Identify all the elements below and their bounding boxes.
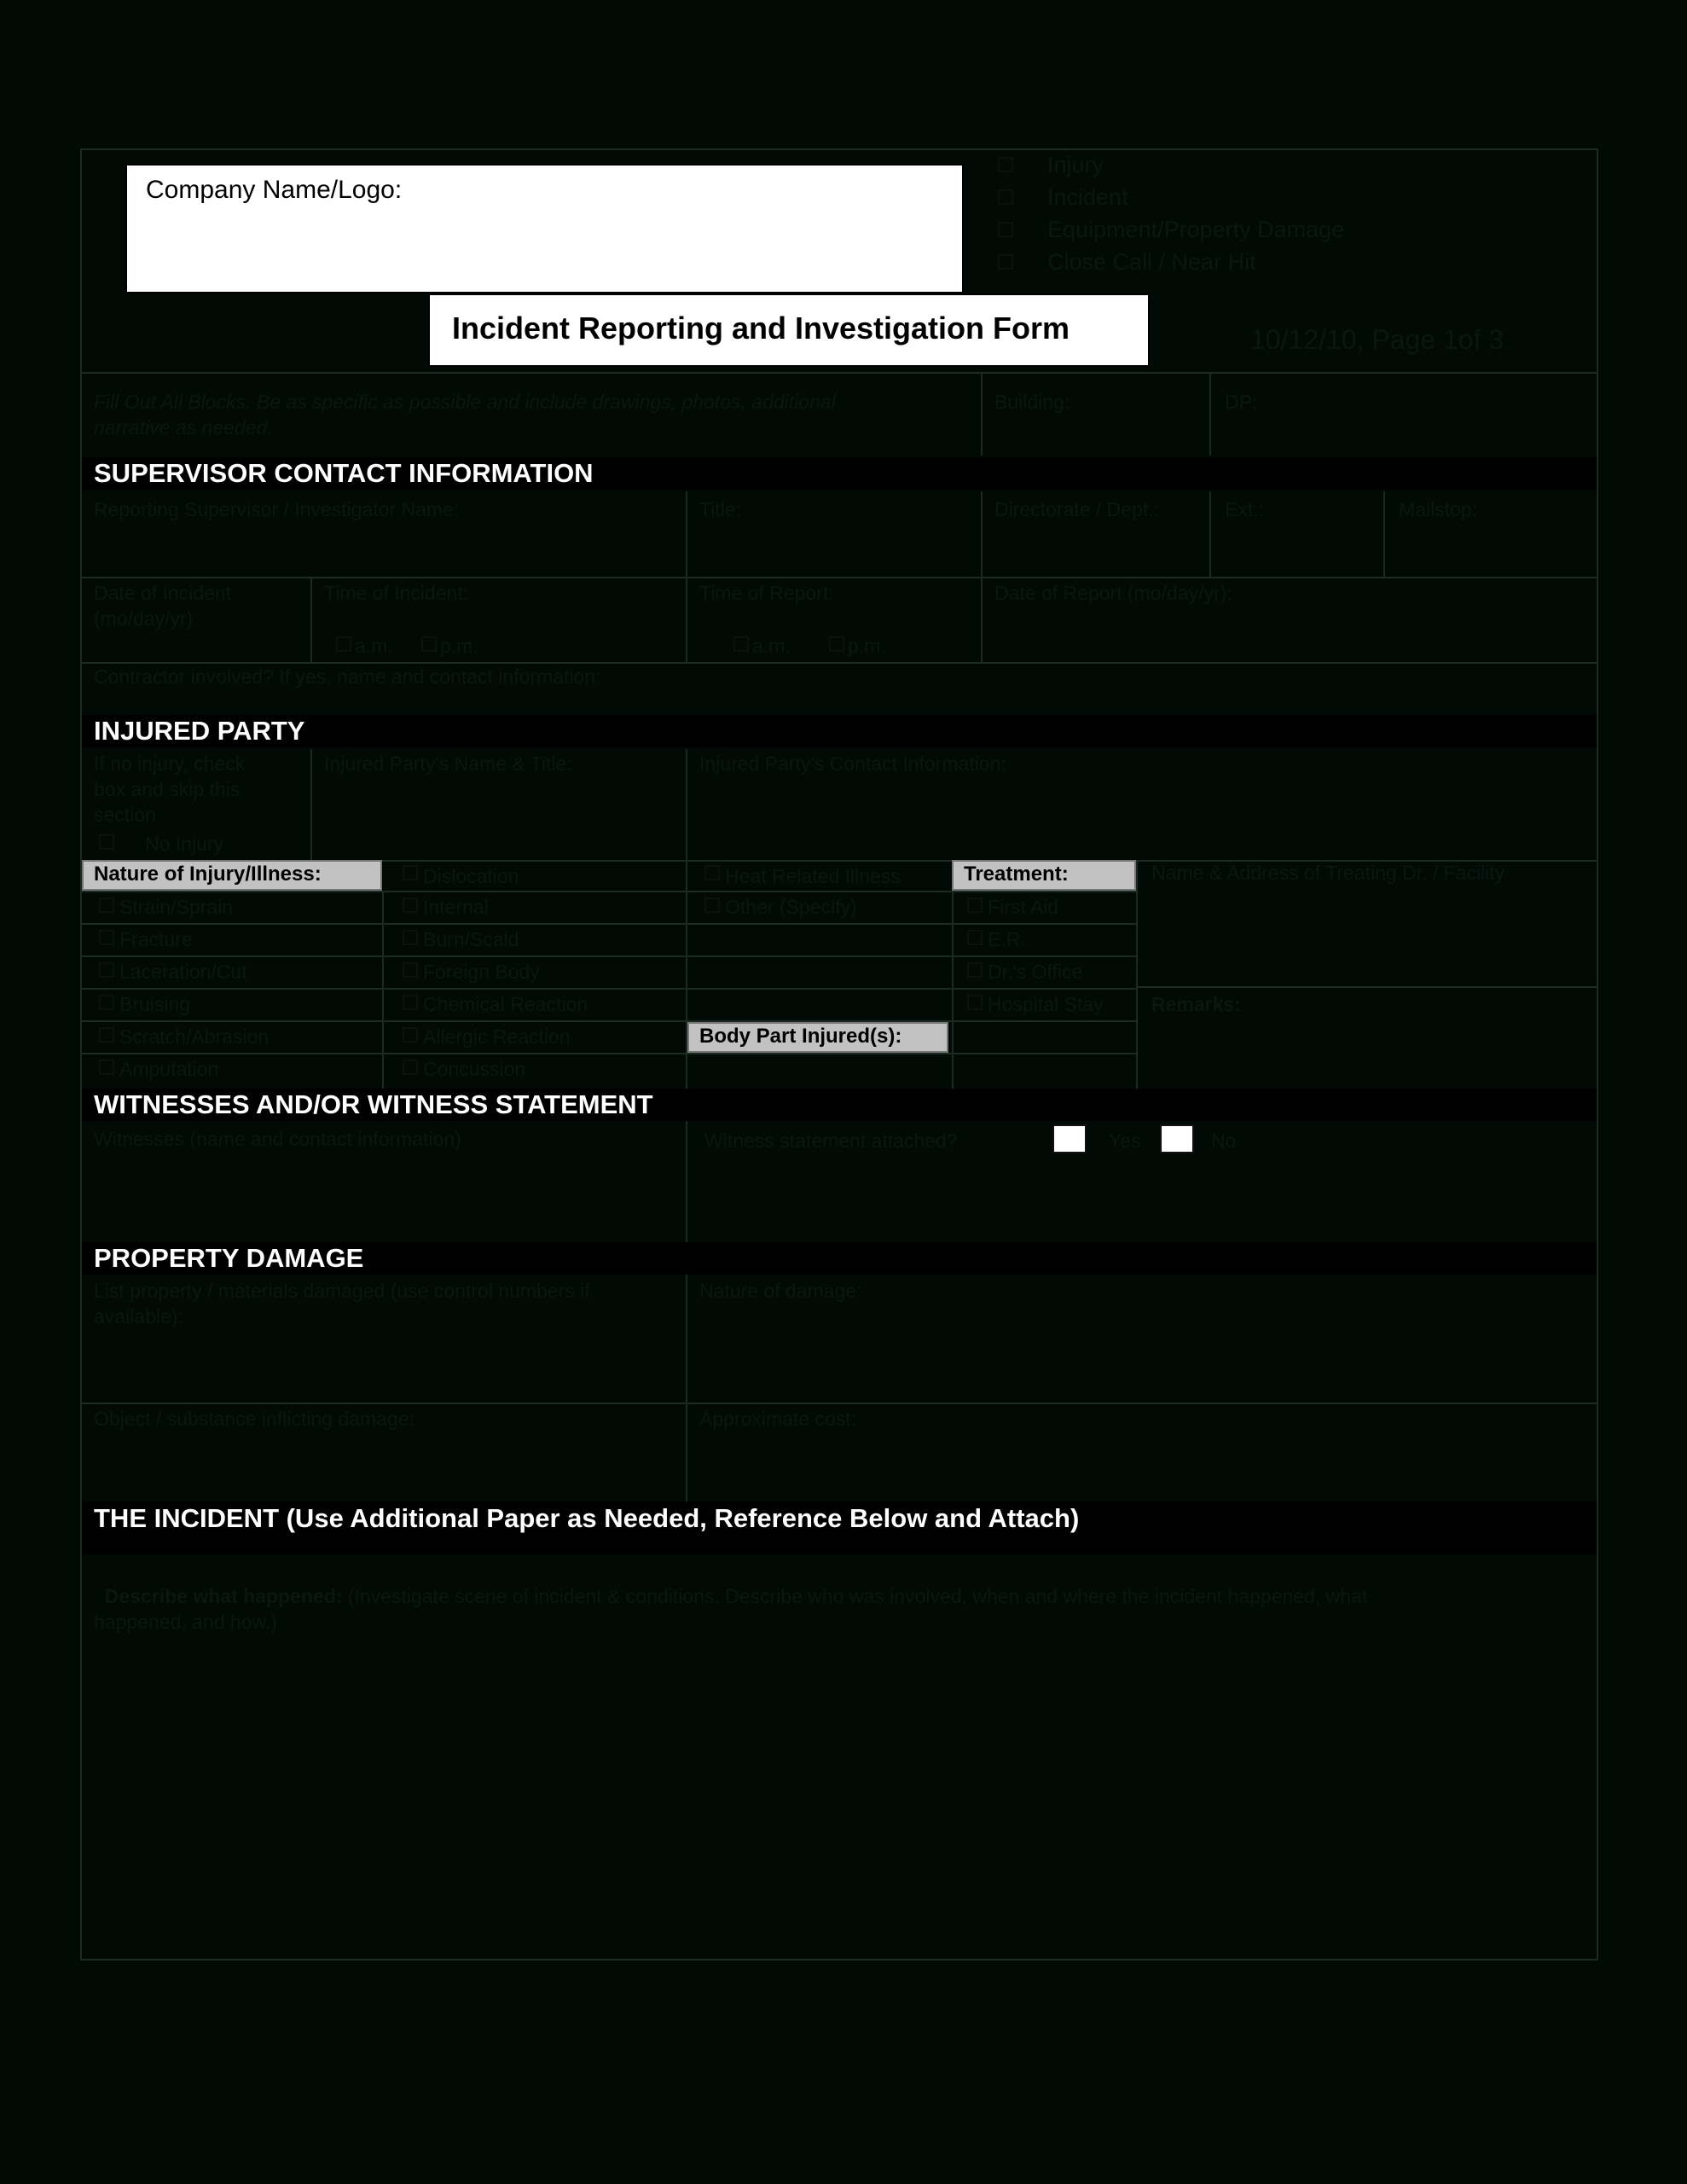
- nature-option: Amputation: [119, 1058, 219, 1080]
- time-report-label: Time of Report:: [699, 582, 834, 604]
- nature-option: Bruising: [119, 993, 191, 1015]
- divider: [382, 891, 384, 1090]
- nature-checkbox[interactable]: [99, 1027, 114, 1043]
- nature-checkbox[interactable]: [99, 930, 114, 945]
- injured-contact-label: Injured Party's Contact Information:: [699, 752, 1006, 775]
- divider: [82, 1020, 1136, 1022]
- nature-option: Allergic Reaction: [423, 1025, 571, 1048]
- type-closecall-label: Close Call / Near Hit: [1047, 249, 1256, 275]
- treatment-checkbox[interactable]: [967, 930, 983, 945]
- company-logo-box[interactable]: [125, 164, 964, 293]
- body-part-header: Body Part Injured(s):: [687, 1022, 948, 1053]
- nature-option: Heat Related Illness: [725, 865, 901, 887]
- no-injury-instructions: If no injury, check box and skip this section: [94, 752, 246, 826]
- nature-checkbox[interactable]: [403, 1027, 418, 1043]
- witness-statement-label: Witness statement attached?: [704, 1130, 958, 1152]
- witness-yes-checkbox[interactable]: [1052, 1124, 1087, 1153]
- contractor-label: Contractor involved? If yes, name and contact information:: [94, 665, 601, 688]
- nature-option: Strain/Sprain: [119, 896, 233, 918]
- injured-section-header: INJURED PARTY: [82, 715, 1597, 747]
- nature-checkbox[interactable]: [403, 995, 418, 1010]
- type-incident-checkbox[interactable]: [998, 189, 1013, 205]
- divider: [1383, 491, 1385, 577]
- type-injury-label: Injury: [1047, 152, 1104, 177]
- type-damage-label: Equipment/Property Damage: [1047, 217, 1345, 242]
- treatment-option: E.R.: [988, 928, 1026, 950]
- describe-bold: Describe what happened:: [104, 1585, 343, 1607]
- no-injury-checkbox[interactable]: [99, 834, 114, 850]
- divider: [686, 1275, 687, 1502]
- nature-checkbox[interactable]: [99, 995, 114, 1010]
- nature-option: Laceration/Cut: [119, 961, 247, 983]
- nature-checkbox[interactable]: [403, 897, 418, 913]
- ext-label: Ext.:: [1225, 498, 1265, 520]
- incident-pm-checkbox[interactable]: [421, 636, 437, 652]
- title-label: Title:: [699, 498, 741, 520]
- supervisor-name-label: Reporting Supervisor / Investigator Name:: [94, 498, 460, 520]
- incident-text-area[interactable]: [82, 1612, 1597, 1959]
- nature-checkbox[interactable]: [99, 897, 114, 913]
- divider: [82, 923, 1136, 925]
- divider: [1136, 860, 1138, 1090]
- divider: [1209, 372, 1211, 456]
- incident-pm-label: p.m.: [440, 635, 478, 657]
- property-damaged-label: [94, 1278, 674, 1329]
- nature-option: Foreign Body: [423, 961, 540, 983]
- company-label: Company Name/Logo:: [146, 176, 403, 204]
- report-pm-label: p.m.: [848, 635, 886, 657]
- page-info: 10/12/10, Page 1of 3: [1250, 324, 1504, 355]
- divider: [310, 577, 312, 662]
- supervisor-section-header: SUPERVISOR CONTACT INFORMATION: [82, 457, 1597, 490]
- incident-section-header: THE INCIDENT (Use Additional Paper as Needed, Reference Below and Attach): [82, 1502, 1597, 1554]
- incident-am-label: a.m.: [355, 635, 393, 657]
- dp-label: DP:: [1225, 391, 1258, 413]
- nature-checkbox[interactable]: [403, 962, 418, 978]
- form-title-box: [428, 293, 1150, 367]
- nature-checkbox[interactable]: [403, 1060, 418, 1075]
- nature-checkbox[interactable]: [704, 897, 720, 913]
- type-closecall-checkbox[interactable]: [998, 254, 1013, 270]
- type-damage-checkbox[interactable]: [998, 222, 1013, 237]
- report-am-label: a.m.: [752, 635, 791, 657]
- object-substance-label: Object / substance inflicting damage:: [94, 1408, 415, 1430]
- property-damaged-text: List property / materials damaged (use control numbers if available):: [94, 1280, 590, 1327]
- nature-option: Internal: [423, 896, 489, 918]
- treatment-header: Treatment:: [952, 860, 1136, 891]
- nature-checkbox[interactable]: [403, 865, 418, 880]
- injured-name-label: Injured Party's Name & Title:: [324, 752, 572, 775]
- treatment-option: Hospital Stay: [988, 993, 1104, 1015]
- divider: [1136, 986, 1597, 988]
- dept-label: Directorate / Dept.:: [994, 498, 1160, 520]
- nature-option: Scratch/Abrasion: [119, 1025, 270, 1048]
- approx-cost-label: Approximate cost:: [699, 1408, 857, 1430]
- divider: [82, 988, 1136, 990]
- divider: [310, 749, 312, 860]
- witness-no-label: No: [1211, 1130, 1237, 1152]
- date-incident-label: Date of Incident (mo/day/yr): [94, 582, 232, 630]
- treating-facility-label: Name & Address of Treating Dr. / Facility: [1151, 862, 1505, 884]
- incident-am-checkbox[interactable]: [336, 636, 351, 652]
- witnesses-section-header: WITNESSES AND/OR WITNESS STATEMENT: [82, 1089, 1597, 1121]
- witnesses-names-label: Witnesses (name and contact information): [94, 1128, 461, 1150]
- nature-checkbox[interactable]: [99, 1060, 114, 1075]
- divider: [686, 1121, 687, 1242]
- type-incident-label: Incident: [1047, 184, 1128, 210]
- no-injury-label: No Injury: [145, 833, 224, 855]
- nature-option: Concussion: [423, 1058, 526, 1080]
- type-injury-checkbox[interactable]: [998, 157, 1013, 172]
- nature-of-injury-header: Nature of Injury/Illness:: [82, 860, 382, 891]
- witness-no-checkbox[interactable]: [1160, 1124, 1194, 1153]
- mailstop-label: Mailstop:: [1399, 498, 1478, 520]
- treatment-checkbox[interactable]: [967, 995, 983, 1010]
- describe-text: (Investigate scene of incident & conditions. Describe who was involved, when and where the incident happened, what happened, and how.): [94, 1585, 1368, 1633]
- building-label: Building:: [994, 391, 1070, 413]
- treatment-option: Dr.'s Office: [988, 961, 1083, 983]
- nature-option: Fracture: [119, 928, 193, 950]
- time-incident-label: Time of Incident:: [324, 582, 469, 604]
- date-report-label: Date of Report (mo/day/yr):: [994, 582, 1232, 604]
- form-title: Incident Reporting and Investigation Form: [452, 311, 1070, 346]
- divider: [981, 372, 983, 456]
- nature-checkbox[interactable]: [704, 865, 720, 880]
- report-pm-checkbox[interactable]: [829, 636, 844, 652]
- divider: [82, 1403, 1597, 1404]
- nature-option: Dislocation: [423, 865, 519, 887]
- nature-checkbox[interactable]: [403, 930, 418, 945]
- divider: [952, 891, 954, 1090]
- nature-damage-label: Nature of damage:: [699, 1280, 862, 1302]
- divider: [82, 1053, 1136, 1054]
- instructions: Fill Out All Blocks. Be as specific as possible and include drawings, photos, additional narrative as needed.: [94, 391, 836, 439]
- witness-yes-label: Yes: [1109, 1130, 1141, 1152]
- nature-option: Other (Specify): [725, 896, 857, 918]
- treatment-option: First Aid: [988, 896, 1059, 918]
- divider: [1209, 491, 1211, 577]
- divider: [82, 891, 1136, 892]
- divider: [82, 372, 1597, 374]
- divider: [82, 577, 1597, 578]
- property-section-header: PROPERTY DAMAGE: [82, 1242, 1597, 1275]
- report-am-checkbox[interactable]: [733, 636, 749, 652]
- divider: [82, 956, 1136, 957]
- treatment-checkbox[interactable]: [967, 897, 983, 913]
- remarks-label: Remarks:: [1151, 993, 1241, 1015]
- treatment-checkbox[interactable]: [967, 962, 983, 978]
- nature-checkbox[interactable]: [99, 962, 114, 978]
- nature-option: Burn/Scald: [423, 928, 519, 950]
- nature-option: Chemical Reaction: [423, 993, 588, 1015]
